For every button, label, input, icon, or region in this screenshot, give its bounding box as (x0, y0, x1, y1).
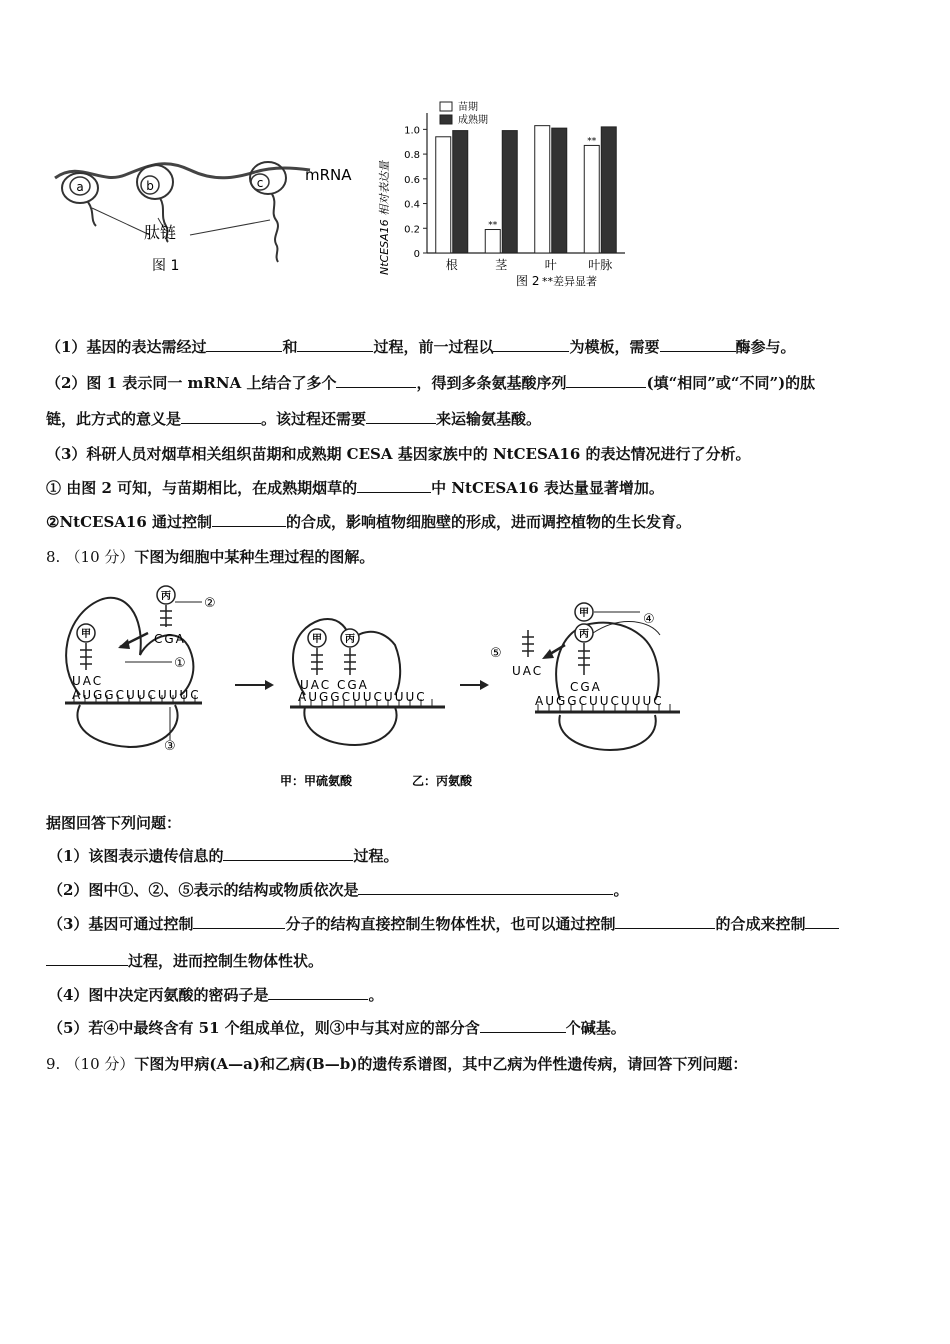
q8-stem: 8. （10 分）下图为细胞中某种生理过程的图解。 (46, 548, 375, 566)
q7-part3-sub1: ① 由图 2 可知，与苗期相比，在成熟期烟草的 中 NtCESA16 表达量显著增加。 (46, 479, 664, 497)
mrna-seq-2: AUGGCUUCUUUC (298, 690, 427, 704)
bar-seedling-2 (535, 126, 550, 253)
x-tick-label: 叶脉 (588, 258, 613, 272)
legend-mature: 成熟期 (458, 115, 488, 126)
legend-swatch-seedling (440, 102, 452, 111)
q8-part1: （1）该图表示遗传信息的 过程。 (48, 847, 399, 865)
q8-part3: （3）基因可通过控制 分子的结构直接控制生物体性状，也可以通过控制 的合成来控制 (48, 913, 839, 934)
svg-text:丙: 丙 (579, 629, 589, 640)
figure-1 (40, 90, 370, 290)
y-tick-label: 0.4 (404, 199, 420, 211)
bar-seedling-0 (436, 137, 451, 253)
answer-blank[interactable] (358, 880, 613, 895)
answer-blank[interactable] (297, 337, 373, 352)
anticodon-uac-1: UAC (72, 674, 104, 688)
answer-blank[interactable] (268, 985, 368, 1000)
answer-blank[interactable] (357, 478, 431, 493)
bar-mature-2 (552, 128, 567, 253)
answer-blank[interactable] (181, 409, 261, 424)
anticodon-uac-3: UAC (512, 664, 544, 678)
y-axis-label: NtCESA16 相对表达量 (378, 160, 391, 275)
svg-text:甲: 甲 (579, 608, 589, 619)
svg-text:甲: 甲 (81, 629, 91, 640)
answer-blank[interactable] (206, 337, 282, 352)
peptide-chain-a (88, 202, 96, 226)
svg-text:甲: 甲 (312, 634, 322, 645)
svg-text:丙: 丙 (161, 591, 171, 602)
mark-4: ④ (643, 612, 655, 627)
significance-mark: ** (488, 220, 498, 231)
legend-seedling: 苗期 (458, 102, 478, 113)
mark-5: ⑤ (490, 646, 502, 661)
q7-part2: （2）图 1 表示同一 mRNA 上结合了多个 ，得到多条氨基酸序列 (填“相同”或“不同”)的肽 (46, 374, 816, 392)
bar-seedling-1 (485, 230, 500, 253)
x-tick-label: 茎 (495, 258, 508, 272)
q7-part3: （3）科研人员对烟草相关组织苗期和成熟期 CESA 基因家族中的 NtCESA16 的表达情况进行了分析。 (46, 445, 751, 463)
answer-blank[interactable] (212, 512, 286, 527)
answer-blank[interactable] (615, 914, 715, 929)
bar-mature-0 (453, 131, 468, 253)
ribosome-b (137, 165, 173, 199)
y-tick-label: 0.2 (404, 224, 420, 236)
anticodon-cga-3: CGA (570, 680, 602, 694)
x-tick-label: 根 (445, 258, 458, 272)
label-c: c (256, 176, 264, 190)
q8-part2: （2）图中①、②、⑤表示的结构或物质依次是 。 (48, 881, 629, 899)
label-b: b (146, 179, 154, 193)
mrna-strand (55, 164, 310, 178)
label-a: a (76, 180, 84, 194)
x-tick-label: 叶 (544, 258, 557, 272)
significance-note: **差异显著 (542, 275, 597, 288)
significance-mark: ** (587, 136, 597, 147)
peptide-chain-c (272, 194, 278, 262)
panel-3 (490, 603, 680, 750)
answer-blank[interactable] (336, 373, 416, 388)
mrna-label: mRNA (305, 166, 352, 184)
svg-text:丙: 丙 (345, 634, 355, 645)
legend-yi: 乙：丙氨酸 (412, 774, 473, 788)
mrna-seq-3: AUGGCUUCUUUC (535, 694, 664, 708)
translation-diagram (50, 575, 710, 795)
q8-intro: 据图回答下列问题： (46, 814, 182, 832)
anticodon-cga-2: CGA (337, 678, 369, 692)
panel-1 (65, 586, 216, 754)
legend-jia: 甲：甲硫氨酸 (280, 774, 353, 788)
answer-blank[interactable] (566, 373, 646, 388)
q9-stem: 9. （10 分）下图为甲病(A—a)和乙病(B—b)的遗传系谱图，其中乙病为伴性遗传病，请回答下列问题： (46, 1055, 748, 1073)
mark-3: ③ (164, 739, 176, 754)
y-tick-label: 1.0 (404, 125, 420, 137)
answer-blank[interactable] (366, 409, 436, 424)
figure-1-caption: 图 1 (152, 258, 180, 274)
panel-2 (290, 619, 445, 745)
q7-part3-sub2: ②NtCESA16 通过控制 的合成，影响植物细胞壁的形成，进而调控植物的生长发育。 (46, 513, 692, 531)
answer-blank[interactable] (223, 846, 353, 861)
answer-blank[interactable] (660, 337, 736, 352)
y-tick-label: 0 (413, 249, 420, 260)
peptide-label: 肽链 (144, 223, 177, 242)
q8-part3-cont: 过程，进而控制生物体性状。 (46, 950, 323, 971)
mrna-seq-1: AUGGCUUCUUUC (72, 688, 201, 702)
bar-mature-1 (502, 131, 517, 253)
q7-part2-cont: 链，此方式的意义是 。该过程还需要 来运输氨基酸。 (46, 410, 542, 428)
bar-mature-3 (601, 127, 616, 253)
y-tick-label: 0.8 (404, 150, 420, 162)
anticodon-uac-2: UAC (300, 678, 332, 692)
figure-2-caption: 图 2 (516, 274, 540, 288)
answer-blank[interactable] (193, 914, 285, 929)
q8-part5: （5）若④中最终含有 51 个组成单位，则③中与其对应的部分含 个碱基。 (48, 1019, 626, 1037)
mark-2: ② (204, 596, 216, 611)
q7-part1: （1）基因的表达需经过 和 过程，前一过程以 为模板，需要 酶参与。 (46, 338, 796, 356)
legend-swatch-mature (440, 115, 452, 124)
figure-2-chart (370, 95, 660, 295)
q8-part4: （4）图中决定丙氨酸的密码子是 。 (48, 986, 384, 1004)
answer-blank[interactable] (805, 914, 839, 929)
answer-blank[interactable] (46, 951, 128, 966)
y-tick-label: 0.6 (404, 174, 420, 186)
answer-blank[interactable] (493, 337, 569, 352)
bar-seedling-3 (584, 145, 599, 253)
anticodon-cga-1: CGA (154, 632, 186, 646)
mark-1: ① (174, 656, 186, 671)
answer-blank[interactable] (480, 1018, 566, 1033)
